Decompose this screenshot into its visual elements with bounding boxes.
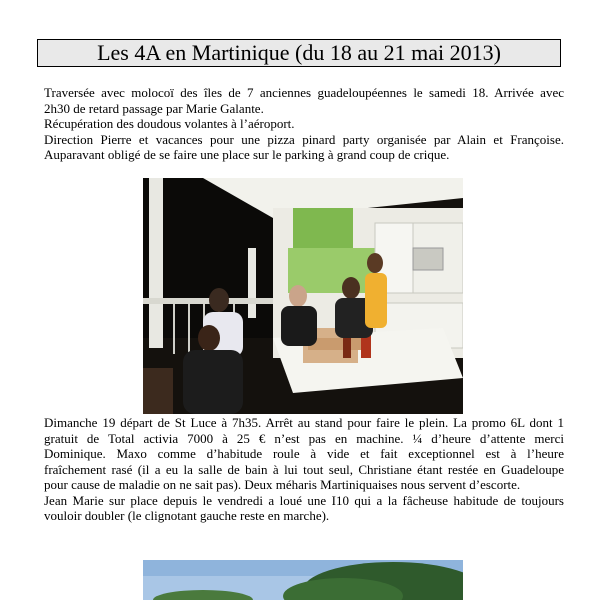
page-title: Les 4A en Martinique (du 18 au 21 mai 2013) (97, 40, 501, 65)
text-line: 2h30 de retard passage par Marie Galante. (44, 100, 264, 116)
title-box (37, 39, 561, 67)
text-line: Direction Pierre et vacances pour une pizza pinard party organisée par Alain et Françoise. (44, 131, 564, 147)
text-line: Récupération des doudous volantes à l’aéroport. (44, 116, 295, 131)
text-line: Dominique. Maxo comme d’habitude roule à vide et fait exceptionnel est à l’heure (44, 446, 564, 461)
text-line: gratuit de Total activia 7000 à 25 € n’est pas en machine. ¼ d’heure d’attente merci (44, 430, 564, 446)
text-line: Auparavant obligé de se faire une place sur le parking à grand coup de crique. (44, 147, 450, 162)
photo-pizza-party (143, 178, 463, 414)
text-line: Traversée avec molocoï des îles de 7 anciennes guadeloupéennes le samedi 18. Arrivée avec (44, 85, 564, 100)
paragraph-sunday (44, 415, 564, 524)
text-line: fraîchement rasé (il a eu la salle de bain à lui tout seul, Christiane étant restée en Guadeloupe (44, 461, 564, 477)
photo-landscape (143, 560, 463, 600)
text-line: Dimanche 19 départ de St Luce à 7h35. Arrêt au stand pour faire le plein. La promo 6L dont 1 (44, 415, 564, 430)
text-line: vouloir doubler (le clignotant gauche reste en marche). (44, 508, 330, 523)
paragraph-arrival (44, 85, 564, 163)
text-line: Jean Marie sur place depuis le vendredi a loué une I10 qui a la fâcheuse habitude de toujours (44, 492, 564, 508)
text-line: pour cause de maladie on ne sait pas). Deux méharis Martiniquaises nous servent d’escorte. (44, 477, 521, 492)
